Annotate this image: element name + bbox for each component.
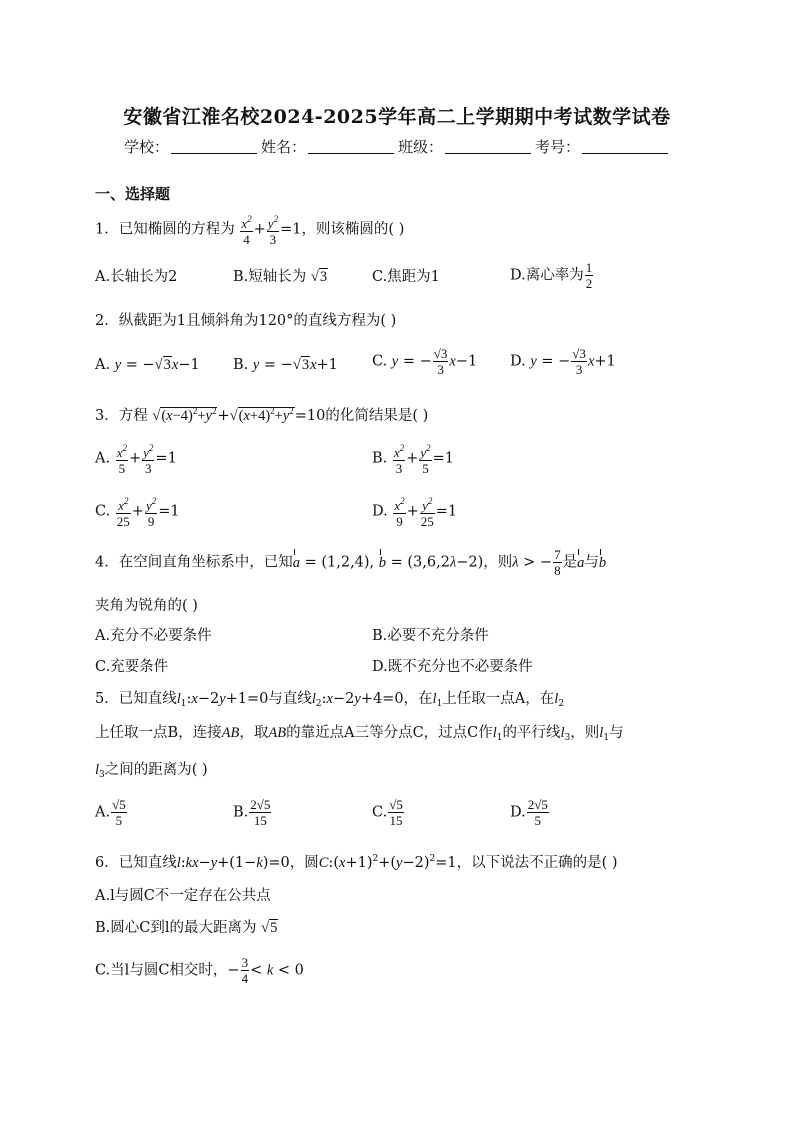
- page-title: 安徽省江淮名校2024-2025学年高二上学期期中考试数学试卷: [123, 106, 671, 128]
- class-blank: [445, 139, 531, 154]
- q2-option-a[interactable]: A. y = −√3x−1: [95, 357, 200, 373]
- school-label: 学校：: [124, 138, 170, 156]
- q5-option-d[interactable]: D. $\frac{2√5}{5}$: [510, 797, 548, 828]
- q5-line-2: 上任取一点B，连接AB，取AB的靠近点A三等分点C，过点C作$l_1$的平行线$l_3$，则$l_1$与: [95, 725, 624, 743]
- q3-option-c[interactable]: C. $\frac{x^2}{25}$ + $\frac{y^2}{9}$ =1: [95, 496, 180, 529]
- q4-option-c[interactable]: C.充要条件: [95, 659, 169, 675]
- q2-option-b[interactable]: B. y = −√3x+1: [233, 357, 338, 373]
- q2-option-d[interactable]: D. y = − $\frac{√3}{3}$ x+1: [510, 346, 616, 377]
- q4-option-a[interactable]: A.充分不必要条件: [95, 628, 212, 644]
- name-blank: [308, 139, 394, 154]
- question-5: 5．已知直线$l_1:x-2y+1=0$与直线$l_2:x-2y+4=0$，在$l_1$上任取一点A，在$l_2$: [95, 691, 565, 709]
- question-6: 6．已知直线l:kx−y+(1−k)=0，圆$C:(x+1)^2+(y-2)^2=1$，以下说法不正确的是( ): [95, 854, 618, 871]
- q5-option-a[interactable]: A. $\frac{√5}{5}$: [95, 797, 126, 828]
- q2-option-c[interactable]: C. y = − $\frac{√3}{3}$ x−1: [372, 346, 478, 377]
- q5-option-b[interactable]: B. $\frac{2√5}{15}$: [233, 797, 271, 828]
- question-4: 4．在空间直角坐标系中，已知a = (1,2,4), b = (3,6,2λ−2)，则λ > − $\frac{7}{8}$ 是a与b: [95, 547, 607, 578]
- q1-option-d[interactable]: D.离心率为 $\frac{1}{2}$: [510, 260, 593, 291]
- q6-option-a[interactable]: A.l与圆C不一定存在公共点: [95, 888, 271, 904]
- q4-option-d[interactable]: D.既不充分也不必要条件: [372, 659, 533, 675]
- question-3: 3．方程 $√(x-4)^2+y^2+√(x+4)^2+y^2=10$的化简结果是( ): [95, 406, 429, 424]
- name-label: 姓名：: [261, 138, 307, 156]
- id-blank: [582, 139, 668, 154]
- q3-option-b[interactable]: B. $\frac{x^2}{3}$ + $\frac{y^2}{5}$ =1: [372, 443, 454, 476]
- q4-option-b[interactable]: B.必要不充分条件: [372, 628, 489, 644]
- q6-option-b[interactable]: B.圆心C到l的最大距离为 √5: [95, 920, 278, 936]
- q3-option-a[interactable]: A. $\frac{x^2}{5}$ + $\frac{y^2}{3}$ =1: [95, 443, 177, 476]
- student-info-row: [124, 136, 672, 157]
- question-1: 1．已知椭圆的方程为 $\frac{x^2}{4}$ + $\frac{y^2}{3}$ =1，则该椭圆的( ): [95, 214, 405, 247]
- q3-option-d[interactable]: D. $\frac{x^2}{9}$ + $\frac{y^2}{25}$ =1: [372, 496, 458, 529]
- q5-line-3: $l_3$之间的距离为( ): [95, 762, 208, 780]
- q1-option-b[interactable]: B.短轴长为 √3: [233, 269, 328, 285]
- school-blank: [171, 139, 257, 154]
- q1-option-a[interactable]: A.长轴长为2: [95, 269, 178, 285]
- q1-option-c[interactable]: C.焦距为1: [372, 269, 440, 285]
- q4-continuation: 夹角为锐角的( ): [95, 598, 198, 614]
- class-label: 班级：: [398, 138, 444, 156]
- question-2: 2．纵截距为1且倾斜角为120°的直线方程为( ): [95, 313, 397, 329]
- q6-option-c[interactable]: C.当l与圆C相交时，− $\frac{3}{4}$ < k < 0: [95, 955, 304, 986]
- q5-option-c[interactable]: C. $\frac{√5}{15}$: [372, 797, 403, 828]
- section-heading: 一、选择题: [95, 185, 171, 203]
- id-label: 考号：: [535, 138, 581, 156]
